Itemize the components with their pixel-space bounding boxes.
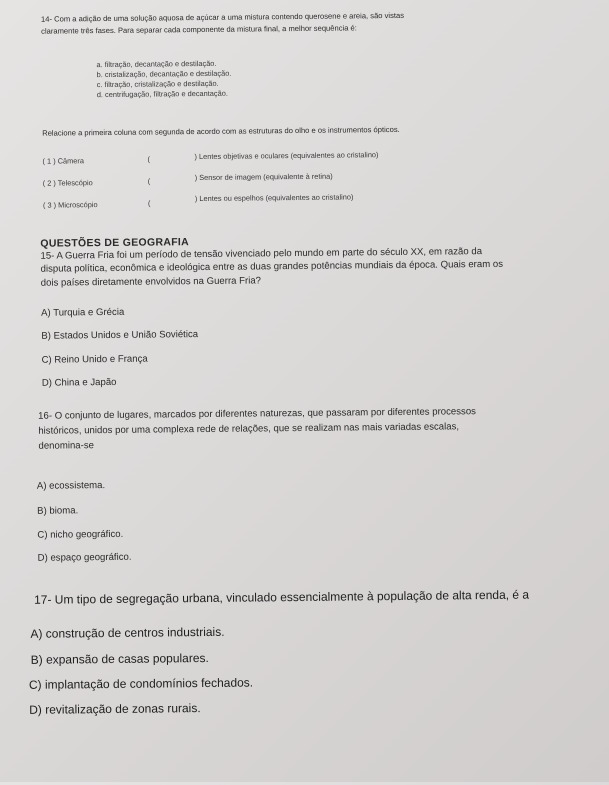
relacione-row2-mid: (	[147, 176, 151, 186]
q16-option-d: D) espaço geográfico.	[37, 551, 132, 564]
relacione-row2-left: ( 2 ) Telescópio	[42, 178, 93, 188]
q16-option-c: C) nicho geográfico.	[37, 528, 124, 541]
relacione-row3-mid: (	[147, 198, 151, 208]
q14-option-c: c. filtração, cristalização e destilação.	[96, 78, 219, 90]
q14-option-b: b. cristalização, decantação e destilação.	[96, 68, 232, 80]
q14-option-d: d. centrifugação, filtração e decantação.	[96, 88, 228, 100]
relacione-instruction: Relacione a primeira coluna com segunda de acordo com as estruturas do olho e os instrumentos ópticos.	[42, 124, 400, 138]
q16-line2: históricos, unidos por uma complexa rede de relações, que se realizam nas mais variadas escalas,	[38, 421, 460, 437]
q17-option-a: A) construção de centros industriais.	[30, 624, 225, 641]
relacione-row1-left: ( 1 ) Câmera	[42, 156, 85, 166]
q14-option-a: a. filtração, decantação e destilação.	[96, 58, 217, 70]
q17-line1: 17- Um tipo de segregação urbana, vinculado essencialmente à população de alta renda, é a	[34, 587, 530, 607]
q17-option-b: B) expansão de casas populares.	[30, 650, 209, 667]
q15-option-b: B) Estados Unidos e União Soviética	[41, 329, 199, 342]
relacione-row2-right: ) Sensor de imagem (equivalente à retina)	[194, 171, 333, 183]
q15-option-a: A) Turquia e Grécia	[41, 306, 125, 319]
q15-line2: disputa política, econômica e ideológica entre as duas grandes potências mundiais da época. Quais eram os	[40, 258, 504, 275]
q16-option-a: A) ecossistema.	[36, 480, 106, 492]
q16-option-b: B) bioma.	[37, 505, 79, 517]
q15-line1: 15- A Guerra Fria foi um período de tensão vivenciado pelo mundo em parte do século XX, em razão da	[40, 246, 483, 262]
q15-line3: dois países diretamente envolvidos na Guerra Fria?	[40, 275, 262, 289]
q15-option-c: C) Reino Unido e França	[41, 353, 148, 366]
q14-line1: 14- Com a adição de uma solução aquosa de açúcar a uma mistura contendo querosene e areia, são vistas	[40, 10, 405, 24]
relacione-row3-left: ( 3 ) Microscópio	[42, 200, 98, 210]
q14-line2: claramente três fases. Para separar cada componente da mistura final, a melhor sequência é:	[41, 23, 357, 36]
relacione-row3-right: ) Lentes ou espelhos (equivalentes ao cristalino)	[194, 192, 354, 204]
q17-option-c: C) implantação de condomínios fechados.	[28, 675, 254, 692]
q16-line1: 16- O conjunto de lugares, marcados por diferentes naturezas, que passaram por diferentes processos	[38, 406, 477, 422]
q17-option-d: D) revitalização de zonas rurais.	[29, 701, 201, 717]
q16-line3: denomina-se	[38, 440, 94, 452]
relacione-row1-right: ) Lentes objetivas e oculares (equivalentes ao cristalino)	[194, 150, 379, 162]
section-title: QUESTÕES DE GEOGRAFIA	[40, 236, 190, 250]
q15-option-d: D) China e Japão	[41, 376, 117, 389]
relacione-row1-mid: (	[147, 154, 150, 164]
